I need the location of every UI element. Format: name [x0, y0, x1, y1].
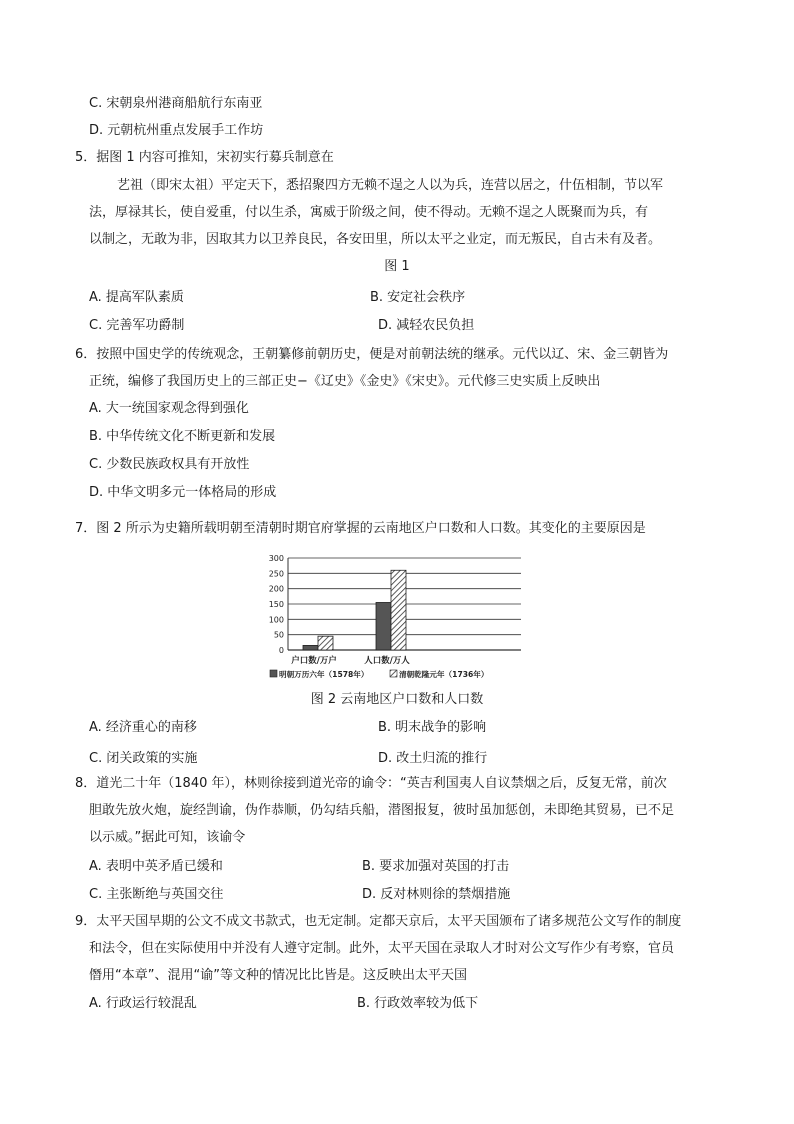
q5-passage-line-3: 以制之，无敢为非，因取其力以卫养良民，各安田里，所以太平之业定，而无叛民，自古未有及者。: [89, 232, 662, 247]
q8-stem-line-1: 8．道光二十年（1840 年），林则徐接到道光帝的谕令：“英吉利国夷人自议禁烟之后，反复无常，前次: [75, 776, 667, 791]
bar-qing-population: [391, 570, 406, 650]
q8-option-a: A. 表明中英矛盾已缓和: [89, 859, 223, 874]
legend-label: 清朝乾隆元年（1736年）: [399, 670, 489, 679]
y-tick-label: 200: [268, 584, 284, 594]
y-tick-label: 150: [268, 600, 284, 609]
q6-stem-line-2: 正统，编修了我国历史上的三部正史−《辽史》《金史》《宋史》。元代修三史实质上反映出: [89, 374, 601, 389]
y-tick-label: 250: [268, 569, 284, 579]
q6-option-a: A. 大一统国家观念得到强化: [89, 401, 249, 416]
chart-category-labels: [291, 655, 410, 666]
category-label: 户口数/万户: [291, 656, 337, 666]
q7-figure-caption: 图 2 云南地区户口数和人口数: [310, 692, 484, 707]
bar-qing-households: [318, 636, 333, 650]
q4-option-c: C. 宋朝泉州港商船航行东南亚: [89, 96, 263, 111]
q9-stem-line-3: 僭用“本章”、混用“谕”等文种的情况比比皆是。这反映出太平天国: [89, 968, 467, 983]
q7-bar-chart: [256, 550, 536, 685]
q7-option-d: D. 改土归流的推行: [378, 751, 488, 766]
legend-label: 明朝万历六年（1578年）: [279, 670, 369, 679]
chart-y-axis: [269, 554, 288, 655]
q5-passage-line-2: 法，厚禄其长，使自爱重，付以生杀，寓威于阶级之间，使不得动。无赖不逞之人既聚而为兵，有: [89, 205, 649, 220]
q4-option-d: D. 元朝杭州重点发展手工作坊: [89, 123, 264, 138]
q7-option-a: A. 经济重心的南移: [89, 720, 197, 735]
bar-ming-population: [376, 602, 391, 650]
q7-option-c: C. 闭关政策的实施: [89, 751, 198, 766]
q6-option-c: C. 少数民族政权具有开放性: [89, 457, 250, 472]
q5-option-a: A. 提高军队素质: [89, 290, 184, 305]
q8-stem-line-3: 以示威。”据此可知，该谕令: [89, 830, 246, 845]
q5-figure-label: 图 1: [384, 259, 410, 274]
q8-option-c: C. 主张断绝与英国交往: [89, 887, 224, 902]
category-label: 人口数/万人: [364, 656, 410, 666]
bar-ming-households: [303, 645, 318, 650]
y-tick-label: 0: [278, 646, 284, 655]
q6-stem-line-1: 6．按照中国史学的传统观念，王朝纂修前朝历史，便是对前朝法统的继承。元代以辽、宋、金三朝皆为: [75, 347, 669, 362]
q6-option-d: D. 中华文明多元一体格局的形成: [89, 485, 277, 500]
q8-option-b: B. 要求加强对英国的打击: [362, 859, 510, 874]
legend-swatch: [270, 670, 277, 677]
chart-bars: [303, 570, 406, 650]
q5-passage-line-1: 艺祖（即宋太祖）平定天下，悉招聚四方无赖不逞之人以为兵，连营以居之，什伍相制，节以军: [117, 178, 664, 193]
q9-stem-line-1: 9．太平天国早期的公文不成文书款式，也无定制。定都天京后，太平天国颁布了诸多规范公文写作的制度: [75, 914, 682, 929]
y-tick-label: 300: [268, 554, 284, 563]
legend-swatch: [390, 670, 397, 677]
q9-option-b: B. 行政效率较为低下: [357, 996, 479, 1011]
chart-legend: [270, 669, 488, 679]
y-tick-label: 50: [273, 630, 284, 640]
q8-stem-line-2: 胆敢先放火炮，旋经剀谕，伪作恭顺，仍勾结兵船，潜图报复，彼时虽加惩创，未即绝其贸易，已不足: [89, 803, 675, 818]
q7-stem: 7．图 2 所示为史籍所载明朝至清朝时期官府掌握的云南地区户口数和人口数。其变化的主要原因是: [75, 521, 646, 536]
y-tick-label: 100: [268, 615, 284, 625]
q7-option-b: B. 明末战争的影响: [378, 720, 487, 735]
q9-stem-line-2: 和法令，但在实际使用中并没有人遵守定制。此外，太平天国在录取人才时对公文写作少有考察，官员: [89, 941, 675, 956]
q5-stem: 5．据图 1 内容可推知，宋初实行募兵制意在: [75, 150, 334, 165]
q5-option-b: B. 安定社会秩序: [370, 290, 466, 305]
q6-option-b: B. 中华传统文化不断更新和发展: [89, 429, 276, 444]
q5-option-d: D. 减轻农民负担: [378, 318, 475, 333]
q5-option-c: C. 完善军功爵制: [89, 318, 185, 333]
q8-option-d: D. 反对林则徐的禁烟措施: [362, 887, 511, 902]
q9-option-a: A. 行政运行较混乱: [89, 996, 197, 1011]
